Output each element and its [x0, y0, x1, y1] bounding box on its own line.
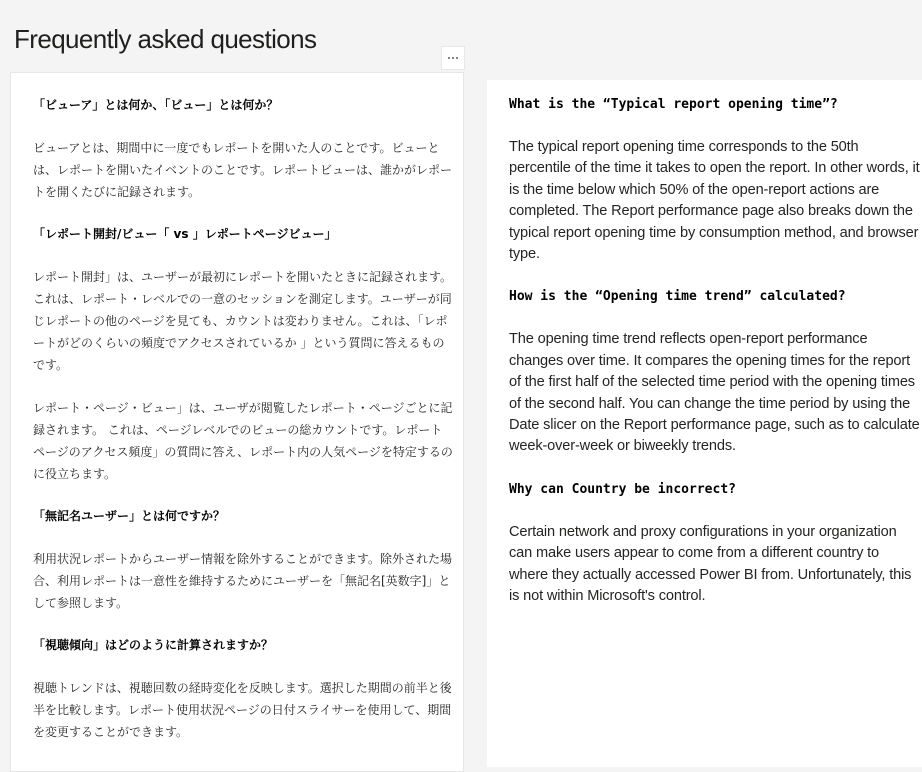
faq-answer-paragraph: レポート開封」は、ユーザーが最初にレポートを開いたときに記録されます。これは、レポート・レベルでの一意のセッションを測定します。ユーザーが同じレポートの他のページを見ても、カウントは変わりません。これは、「レポートがどのくらいの頻度でアクセスされているか 」という質問に答えるものです。: [33, 270, 453, 372]
faq-content-japanese: [33, 95, 453, 764]
faq-question-heading: Why can Country be incorrect?: [509, 481, 736, 497]
faq-answer-paragraph: The typical report opening time corresponds to the 50th percentile of the time it takes to open the report. In other words, it is the time below which 50% of the open-report actions are completed. The Report performance page also breaks down the typical report opening time by consumption method, and browser type.: [509, 139, 920, 263]
more-options-button[interactable]: [441, 46, 465, 70]
faq-answer-paragraph: Certain network and proxy configurations in your organization can make users appear to come from a different country to where they actually accessed Power BI from. Unfortunately, this is not within Microsoft's control.: [509, 523, 912, 605]
faq-answer-paragraph: 利用状況レポートからユーザー情報を除外することができます。除外された場合、利用レポートは一意性を維持するためにユーザーを「無記名[英数字]」として参照します。: [33, 552, 453, 610]
faq-panel-english[interactable]: [487, 80, 922, 767]
faq-question-heading: 「無記名ユーザー」とは何ですか？: [33, 509, 226, 523]
faq-question-heading: What is the “Typical report opening time”?: [509, 97, 838, 112]
faq-answer-paragraph: レポート・ページ・ビュー」は、ユーザが閲覧したレポート・ページごとに記録されます。 これは、ページレベルでのビューの総カウントです。レポートページのアクセス頻度」の質問に答え、レポート内の人気ページを特定するのに役立ちます。: [33, 401, 453, 481]
faq-answer-paragraph: ビューアとは、期間中に一度でもレポートを開いた人のことです。ビューとは、レポートを開いたイベントのことです。レポートビューは、誰かがレポートを開くたびに記録されます。: [33, 141, 453, 199]
faq-content-english: [509, 94, 921, 629]
faq-panel-japanese[interactable]: [10, 72, 464, 772]
faq-question-heading: How is the “Opening time trend” calculated?: [509, 289, 846, 305]
faq-answer-paragraph: The opening time trend reflects open-report performance changes over time. It compares the opening times for the report of the first half of the selected time period with the opening times of the second half. You can change the time period by using the Date slicer on the Report performance page, such as to calculate week-over-week or biweekly trends.: [509, 331, 920, 455]
faq-question-heading: 「レポート開封/ビュー「 vs 」レポートページビュー」: [33, 227, 337, 241]
page-title: Frequently asked questions: [14, 24, 317, 54]
more-options-icon: [448, 57, 458, 59]
faq-question-heading: 「ビューア」とは何か、「ビュー」とは何か？: [33, 98, 279, 112]
faq-answer-paragraph: 視聴トレンドは、視聴回数の経時変化を反映します。選択した期間の前半と後半を比較します。レポート使用状況ページの日付スライサーを使用して、期間を変更することができます。: [33, 681, 452, 739]
faq-question-heading: 「視聴傾向」はどのように計算されますか？: [33, 638, 274, 652]
